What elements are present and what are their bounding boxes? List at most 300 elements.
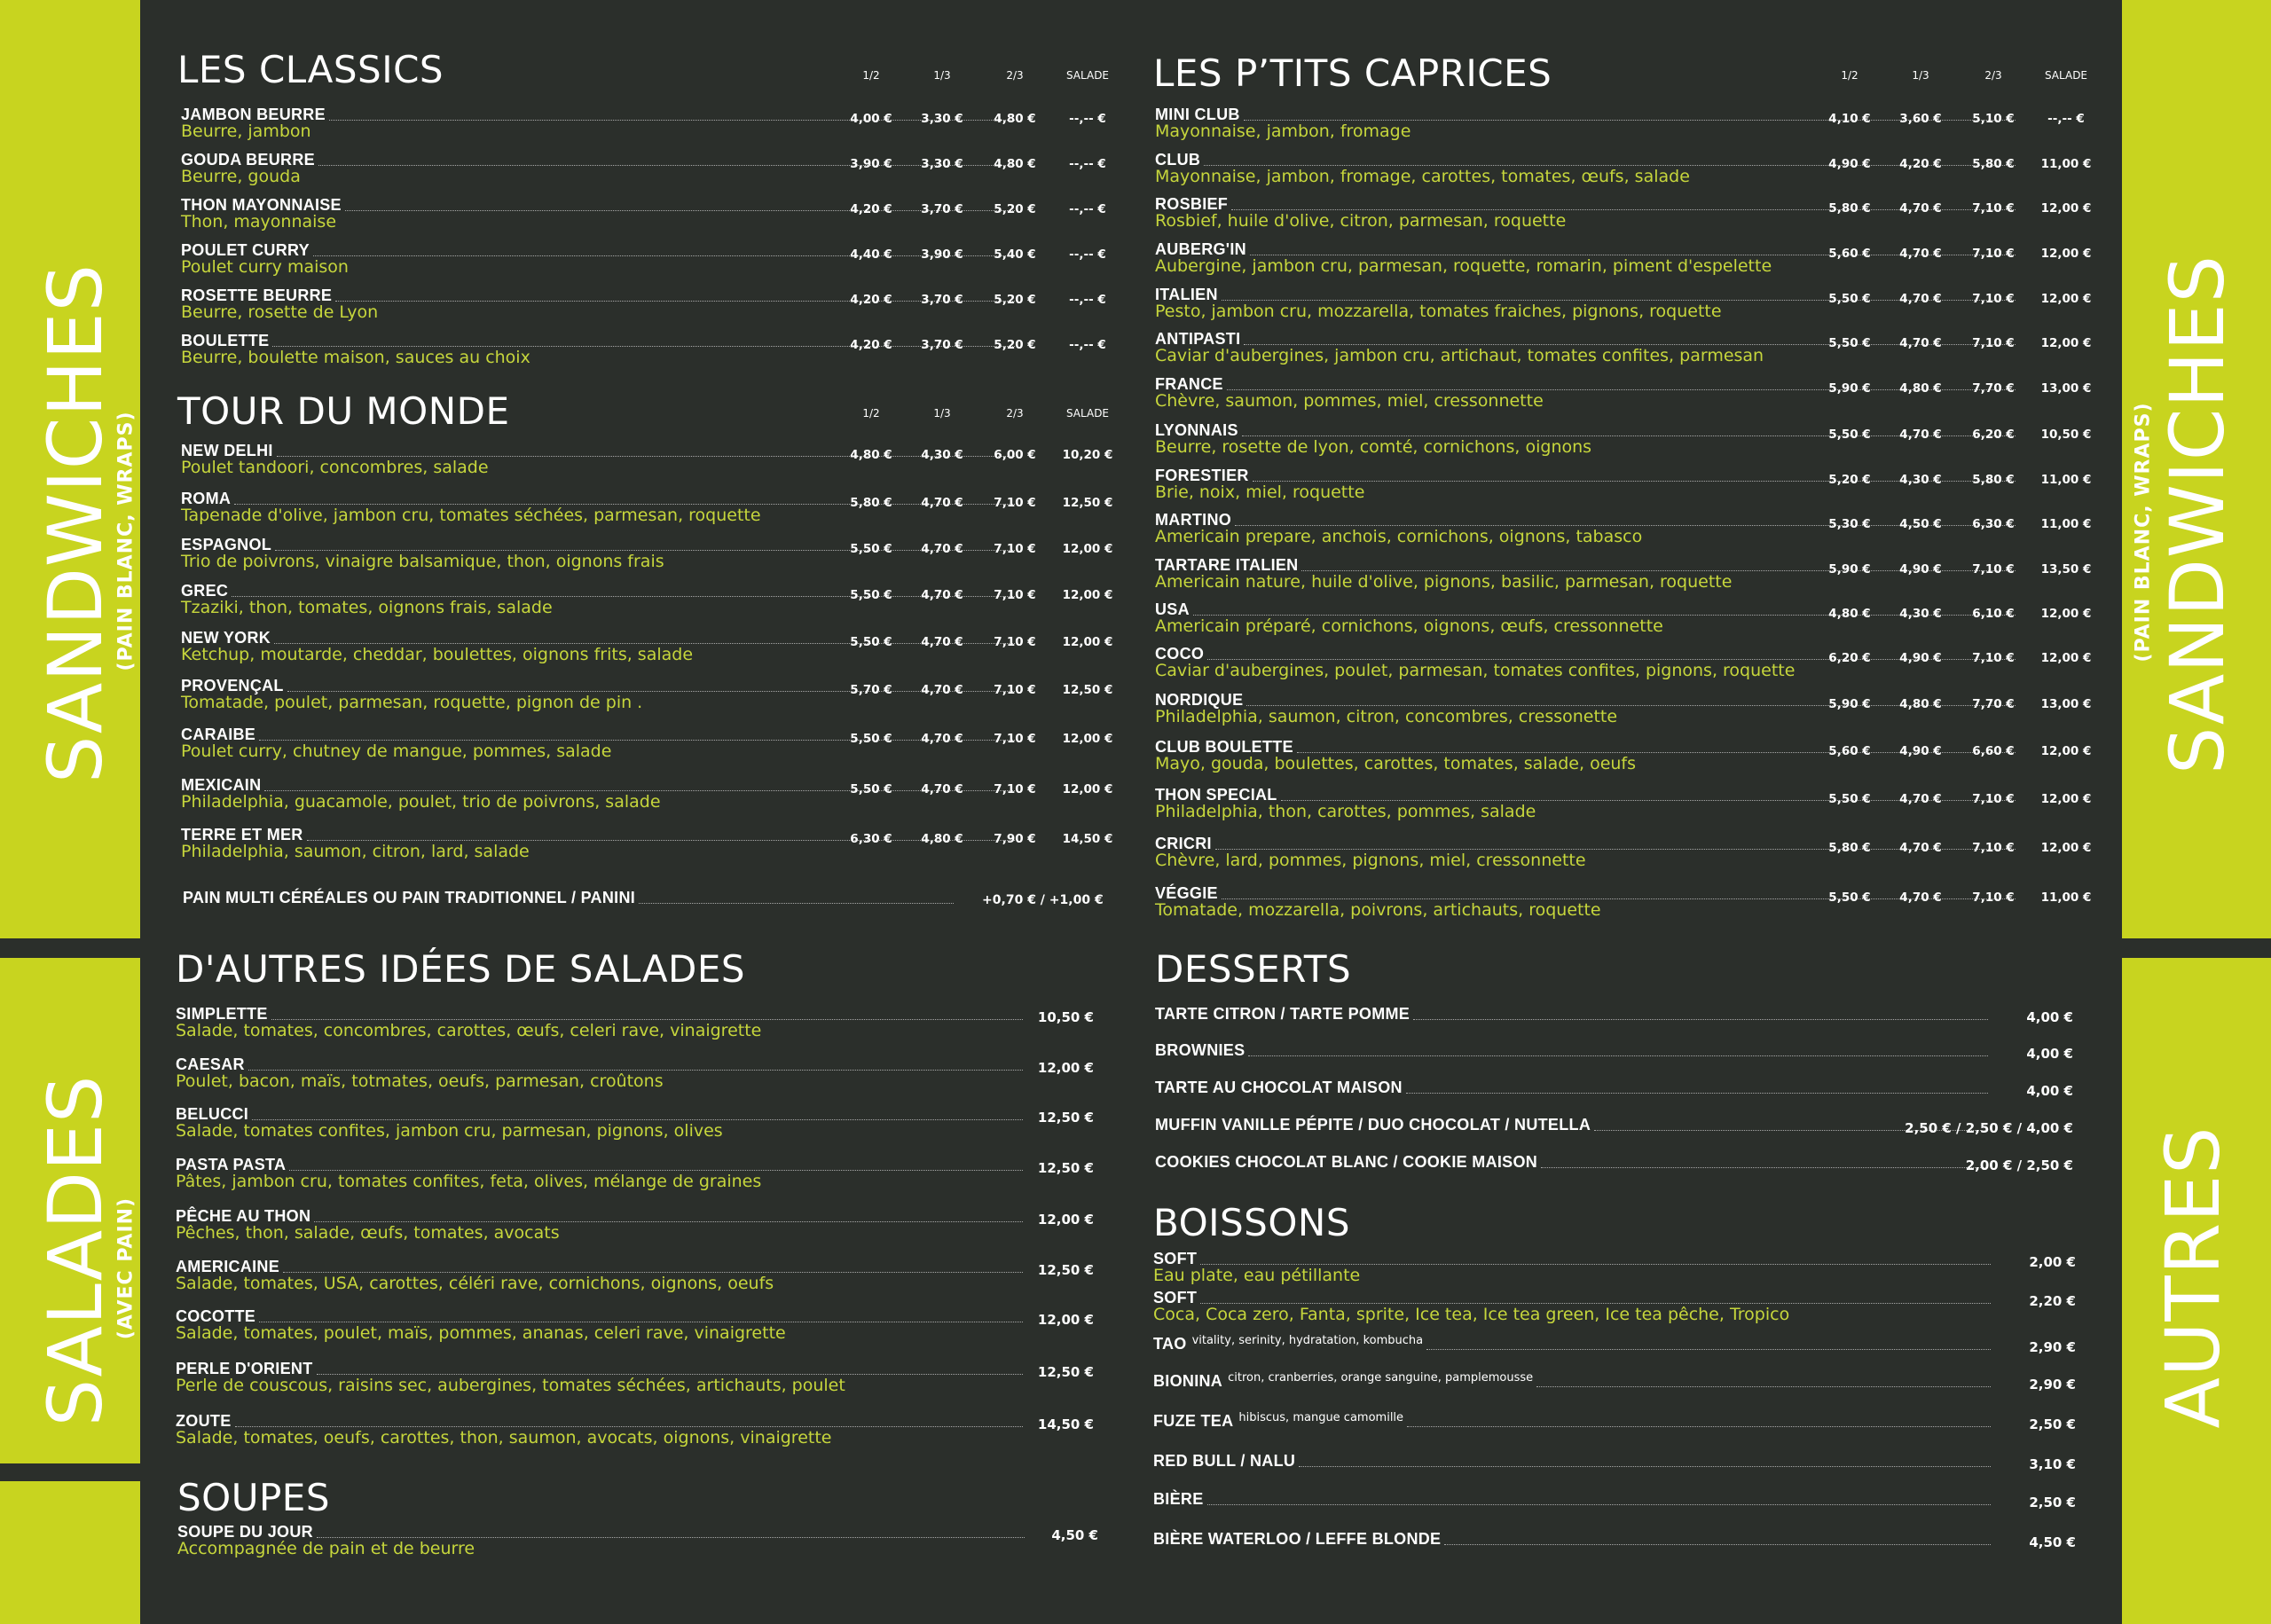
- item-name: TARTARE ITALIEN: [1155, 556, 1299, 574]
- item-price: 12,50 €: [1037, 1364, 1094, 1380]
- item-note: vitality, serinity, hydratation, kombucha: [1191, 1334, 1424, 1347]
- left-band-sandwiches: [0, 0, 140, 938]
- band-title: SANDWICHES: [2154, 255, 2241, 774]
- item-name: AMERICAINE: [176, 1258, 280, 1275]
- left-band-bottom: [0, 1481, 140, 1624]
- item-name: MEXICAIN: [181, 776, 262, 794]
- menu-item: [181, 197, 1118, 231]
- item-description: Mayo, gouda, boulettes, carottes, tomates, salade, oeufs: [1155, 754, 1637, 773]
- item-price: 4,70 €: [1899, 428, 1942, 442]
- item-price: 3,30 €: [921, 157, 963, 171]
- item-price: 4,50 €: [2029, 1534, 2076, 1550]
- item-price: 2,50 €: [2029, 1495, 2076, 1510]
- item-price: 12,00 €: [2040, 651, 2092, 665]
- item-price: 4,30 €: [1899, 473, 1942, 487]
- item-price: 5,80 €: [1828, 841, 1871, 855]
- item-name: VÉGGIE: [1155, 884, 1218, 902]
- item-price: 3,30 €: [921, 112, 963, 126]
- menu-item: [1155, 196, 2094, 230]
- menu-item: [1155, 422, 2094, 456]
- item-price: 7,10 €: [994, 782, 1036, 796]
- leader-dots: [1444, 1544, 1991, 1545]
- item-name: AUBERG'IN: [1155, 240, 1246, 258]
- item-price: 7,90 €: [994, 832, 1036, 846]
- item-price: 7,10 €: [1972, 890, 2015, 905]
- menu-item: [181, 630, 1118, 663]
- menu-item: [181, 333, 1118, 366]
- item-price: 2,90 €: [2029, 1377, 2076, 1393]
- item-row: [1155, 1042, 2073, 1060]
- menu-item: [1155, 286, 2094, 320]
- item-price: --,-- €: [2047, 112, 2085, 126]
- item-price: 2,00 €: [2029, 1254, 2076, 1270]
- item-price: 3,70 €: [921, 338, 963, 352]
- item-price: 4,00 €: [2026, 1083, 2073, 1099]
- menu-item: [1155, 601, 2094, 635]
- column-header: 1/2: [862, 407, 880, 420]
- item-price: 4,90 €: [1899, 562, 1942, 577]
- item-price: 12,00 €: [2040, 841, 2092, 855]
- menu-item: [176, 1056, 1094, 1090]
- item-description: Pâtes, jambon cru, tomates confites, feta, olives, mélange de graines: [176, 1172, 762, 1191]
- item-price: 12,00 €: [1037, 1312, 1094, 1328]
- item-row: [1155, 1154, 2073, 1172]
- band-title: SANDWICHES: [32, 263, 119, 783]
- item-price: 12,00 €: [1062, 782, 1113, 796]
- menu-item: [1155, 787, 2094, 820]
- menu-item: [1155, 739, 2094, 773]
- item-price: 7,10 €: [1972, 336, 2015, 350]
- menu-item: [176, 1208, 1094, 1242]
- item-description: Beurre, gouda: [181, 167, 301, 186]
- item-price: 12,00 €: [2040, 247, 2092, 261]
- item-price: 4,70 €: [1899, 292, 1942, 306]
- item-price: 12,00 €: [1037, 1212, 1094, 1228]
- menu-item: [1153, 1336, 2076, 1353]
- item-price: --,-- €: [1069, 157, 1106, 171]
- item-description: Aubergine, jambon cru, parmesan, roquette, romarin, piment d'espelette: [1155, 256, 1772, 276]
- item-name: THON SPECIAL: [1155, 786, 1277, 804]
- item-price: 7,10 €: [1972, 247, 2015, 261]
- section-title: TOUR DU MONDE: [177, 389, 510, 433]
- item-name: ROMA: [181, 490, 232, 507]
- item-price: 12,00 €: [1062, 542, 1113, 556]
- item-price: 3,90 €: [921, 247, 963, 262]
- menu-item: [181, 827, 1118, 860]
- item-description: Americain nature, huile d'olive, pignons, basilic, parmesan, roquette: [1155, 572, 1733, 592]
- item-price: 3,70 €: [921, 202, 963, 216]
- menu-item: [1153, 1453, 2076, 1471]
- item-name: ANTIPASTI: [1155, 330, 1241, 348]
- item-name: FUZE TEA: [1153, 1412, 1234, 1430]
- item-row: [1155, 1079, 2073, 1097]
- band-subtitle: (AVEC PAIN): [114, 1196, 138, 1340]
- item-name: ROSETTE BEURRE: [181, 286, 333, 304]
- menu-item: [1155, 1042, 2073, 1060]
- item-price: 13,00 €: [2040, 697, 2092, 711]
- item-name: LYONNAIS: [1155, 421, 1238, 439]
- item-price: 4,20 €: [850, 338, 892, 352]
- leader-dots: [317, 1537, 1025, 1538]
- item-price: 5,50 €: [1828, 336, 1871, 350]
- item-price: 7,10 €: [994, 732, 1036, 746]
- section-title: DESSERTS: [1155, 947, 1352, 991]
- menu-item: [181, 537, 1118, 570]
- item-description: Chèvre, lard, pommes, pignons, miel, cressonnette: [1155, 851, 1586, 870]
- menu-item: [1155, 106, 2094, 140]
- right-band-autres: [2122, 958, 2271, 1624]
- item-price: 4,70 €: [1899, 841, 1942, 855]
- item-name: CLUB: [1155, 151, 1201, 169]
- item-name: MUFFIN VANILLE PÉPITE / DUO CHOCOLAT / NUTELLA: [1155, 1116, 1591, 1134]
- item-price: 5,50 €: [850, 635, 892, 649]
- item-price: 7,10 €: [1972, 562, 2015, 577]
- item-description: Mayonnaise, jambon, fromage: [1155, 122, 1411, 141]
- item-price: 5,90 €: [1828, 381, 1871, 396]
- column-header: 1/3: [1912, 69, 1929, 82]
- item-price: 5,50 €: [1828, 890, 1871, 905]
- leader-dots: [1541, 1167, 1988, 1168]
- item-row: [1155, 1006, 2073, 1024]
- item-price: 7,10 €: [994, 496, 1036, 510]
- bread-option-row: [183, 890, 1118, 907]
- item-row: [1153, 1491, 2076, 1509]
- menu-item: [1155, 467, 2094, 501]
- section-classics: [177, 48, 1118, 371]
- item-price: 13,00 €: [2040, 381, 2092, 396]
- menu-item: [181, 152, 1118, 185]
- item-description: Caviar d'aubergines, poulet, parmesan, tomates confites, pignons, roquette: [1155, 661, 1796, 680]
- section-title: D'AUTRES IDÉES DE SALADES: [176, 947, 746, 991]
- item-price: 6,20 €: [1972, 428, 2015, 442]
- item-price: 4,30 €: [921, 448, 963, 462]
- leader-dots: [1200, 1264, 1991, 1265]
- item-name: THON MAYONNAISE: [181, 196, 342, 214]
- item-description: Tapenade d'olive, jambon cru, tomates séchées, parmesan, roquette: [181, 506, 761, 525]
- item-name: MINI CLUB: [1155, 106, 1240, 123]
- item-price: 5,90 €: [1828, 562, 1871, 577]
- item-description: Poulet tandoori, concombres, salade: [181, 458, 489, 477]
- item-price: 12,00 €: [2040, 292, 2092, 306]
- item-price: 5,50 €: [850, 588, 892, 602]
- item-description: Philadelphia, saumon, citron, lard, salade: [181, 842, 530, 861]
- item-name: PERLE D'ORIENT: [176, 1360, 313, 1377]
- item-name: BIONINA: [1153, 1372, 1223, 1390]
- menu-item: [1153, 1531, 2076, 1549]
- menu-item: [177, 1524, 1096, 1557]
- item-description: Coca, Coca zero, Fanta, sprite, Ice tea, Ice tea green, Ice tea pêche, Tropico: [1153, 1305, 1790, 1324]
- item-name: CRICRI: [1155, 835, 1212, 852]
- item-name: CAESAR: [176, 1055, 245, 1073]
- item-price: 5,10 €: [1972, 112, 2015, 126]
- item-name: PASTA PASTA: [176, 1156, 287, 1173]
- leader-dots: [1536, 1386, 1991, 1387]
- leader-dots: [317, 1374, 1024, 1375]
- item-name: RED BULL / NALU: [1153, 1452, 1296, 1470]
- item-description: Philadelphia, thon, carottes, pommes, salade: [1155, 802, 1536, 821]
- item-name: ITALIEN: [1155, 286, 1218, 303]
- item-price: 5,30 €: [1828, 517, 1871, 531]
- item-name: SOFT: [1153, 1250, 1198, 1267]
- item-price: 2,50 € / 2,50 € / 4,00 €: [1905, 1120, 2073, 1136]
- item-price: 3,60 €: [1899, 112, 1942, 126]
- item-description: Pêches, thon, salade, œufs, tomates, avocats: [176, 1223, 560, 1243]
- item-description: Trio de poivrons, vinaigre balsamique, thon, oignons frais: [181, 552, 664, 571]
- item-name: GREC: [181, 582, 229, 600]
- item-price: 12,50 €: [1062, 683, 1113, 697]
- menu-item: [1153, 1413, 2076, 1431]
- item-price: 4,10 €: [1828, 112, 1871, 126]
- item-price: 4,80 €: [850, 448, 892, 462]
- item-price: 12,50 €: [1037, 1262, 1094, 1278]
- item-price: 5,40 €: [994, 247, 1036, 262]
- item-price: 5,20 €: [994, 293, 1036, 307]
- item-price: 7,10 €: [994, 588, 1036, 602]
- item-name: CLUB BOULETTE: [1155, 738, 1293, 756]
- menu-item: [1155, 512, 2094, 545]
- item-price: 5,60 €: [1828, 247, 1871, 261]
- column-header: 1/3: [933, 69, 951, 82]
- item-price: 6,30 €: [850, 832, 892, 846]
- item-price: 12,00 €: [2040, 607, 2092, 621]
- menu-item: [1155, 152, 2094, 185]
- item-description: Eau plate, eau pétillante: [1153, 1266, 1361, 1285]
- item-description: Tzaziki, thon, tomates, oignons frais, salade: [181, 598, 553, 617]
- item-name: MARTINO: [1155, 511, 1232, 529]
- item-price: 6,20 €: [1828, 651, 1871, 665]
- item-name: SOUPE DU JOUR: [177, 1523, 313, 1541]
- item-price: 7,70 €: [1972, 381, 2015, 396]
- menu-item: [176, 1259, 1094, 1292]
- item-price: 4,70 €: [1899, 792, 1942, 806]
- section-ptits-caprices: [1153, 51, 2094, 933]
- item-price: --,-- €: [1069, 338, 1106, 352]
- section-title: LES CLASSICS: [177, 48, 444, 91]
- item-description: Beurre, rosette de Lyon: [181, 302, 379, 322]
- leader-dots: [271, 1019, 1023, 1020]
- menu-item: [181, 242, 1118, 276]
- item-name: ZOUTE: [176, 1412, 232, 1430]
- item-price: 13,50 €: [2040, 562, 2092, 577]
- item-price: 4,30 €: [1899, 607, 1942, 621]
- item-name: BIÈRE: [1153, 1490, 1204, 1508]
- item-description: Rosbief, huile d'olive, citron, parmesan, roquette: [1155, 211, 1567, 231]
- item-price: 11,00 €: [2040, 473, 2092, 487]
- item-price: 4,70 €: [921, 732, 963, 746]
- section-title: BOISSONS: [1153, 1201, 1350, 1244]
- item-price: 5,20 €: [1828, 473, 1871, 487]
- item-price: 5,50 €: [1828, 792, 1871, 806]
- item-row: [1153, 1453, 2076, 1471]
- item-price: 5,80 €: [1972, 473, 2015, 487]
- item-price: 2,20 €: [2029, 1293, 2076, 1309]
- item-description: Mayonnaise, jambon, fromage, carottes, tomates, œufs, salade: [1155, 167, 1690, 186]
- item-row: [1153, 1336, 2076, 1353]
- leader-dots: [1248, 1055, 1988, 1056]
- item-price: 5,90 €: [1828, 697, 1871, 711]
- menu-item: [1153, 1290, 2076, 1323]
- item-price: 12,00 €: [1062, 588, 1113, 602]
- menu-item: [181, 443, 1118, 476]
- item-name: PAIN MULTI CÉRÉALES OU PAIN TRADITIONNEL / PANINI: [183, 889, 636, 906]
- item-row: [1153, 1413, 2076, 1431]
- item-price: 5,80 €: [1972, 157, 2015, 171]
- item-price: 6,30 €: [1972, 517, 2015, 531]
- item-name: TARTE AU CHOCOLAT MAISON: [1155, 1079, 1403, 1096]
- item-name: NEW YORK: [181, 629, 271, 647]
- menu-item: [1155, 646, 2094, 679]
- item-price: 7,10 €: [1972, 292, 2015, 306]
- item-description: Tomatade, mozzarella, poivrons, artichauts, roquette: [1155, 900, 1601, 920]
- item-price: 11,00 €: [2040, 517, 2092, 531]
- item-description: Poulet curry, chutney de mangue, pommes, salade: [181, 741, 612, 761]
- item-price: 12,50 €: [1062, 496, 1113, 510]
- band-title: AUTRES: [2149, 1126, 2236, 1429]
- item-price: 5,80 €: [850, 496, 892, 510]
- item-price: 4,20 €: [850, 202, 892, 216]
- leader-dots: [1406, 1093, 1988, 1094]
- leader-dots: [1426, 1349, 1991, 1350]
- item-price: 4,80 €: [1899, 697, 1942, 711]
- item-name: TARTE CITRON / TARTE POMME: [1155, 1005, 1411, 1023]
- item-description: Beurre, boulette maison, sauces au choix: [181, 348, 530, 367]
- menu-item: [1153, 1373, 2076, 1391]
- menu-item: [1155, 885, 2094, 919]
- item-name: FRANCE: [1155, 375, 1223, 393]
- item-price: 6,60 €: [1972, 744, 2015, 758]
- menu-item: [181, 490, 1118, 524]
- column-header: SALADE: [1065, 69, 1110, 82]
- column-header: 2/3: [1006, 69, 1024, 82]
- item-note: hibiscus, mangue camomille: [1238, 1411, 1404, 1424]
- section-title: SOUPES: [177, 1476, 330, 1519]
- item-price: 4,70 €: [921, 496, 963, 510]
- column-header: 1/2: [862, 69, 880, 82]
- item-description: Poulet curry maison: [181, 257, 349, 277]
- item-price: 4,80 €: [921, 832, 963, 846]
- item-note: citron, cranberries, orange sanguine, pamplemousse: [1228, 1371, 1534, 1385]
- item-price: 7,10 €: [994, 635, 1036, 649]
- item-price: 4,70 €: [1899, 201, 1942, 216]
- band-subtitle: (PAIN BLANC, WRAPS): [2132, 402, 2155, 663]
- item-price: 4,90 €: [1828, 157, 1871, 171]
- item-description: Philadelphia, guacamole, poulet, trio de poivrons, salade: [181, 792, 661, 812]
- item-price: 14,50 €: [1037, 1416, 1094, 1432]
- menu-item: [1155, 376, 2094, 410]
- item-description: Americain prepare, anchois, cornichons, oignons, tabasco: [1155, 527, 1643, 546]
- item-name: SOFT: [1153, 1289, 1198, 1306]
- item-name: GOUDA BEURRE: [181, 151, 315, 169]
- item-price: 5,20 €: [994, 202, 1036, 216]
- item-price: 4,70 €: [921, 635, 963, 649]
- item-price: 2,90 €: [2029, 1339, 2076, 1355]
- item-price: 5,50 €: [850, 732, 892, 746]
- item-name: POULET CURRY: [181, 241, 310, 259]
- item-price: 10,50 €: [1037, 1009, 1094, 1025]
- item-price: 5,80 €: [1828, 201, 1871, 216]
- item-name: NORDIQUE: [1155, 691, 1244, 709]
- item-price: 12,00 €: [1037, 1060, 1094, 1076]
- menu-item: [1155, 1154, 2073, 1172]
- item-price: --,-- €: [1069, 293, 1106, 307]
- item-price: 5,60 €: [1828, 744, 1871, 758]
- item-description: Perle de couscous, raisins sec, aubergines, tomates séchées, artichauts, poulet: [176, 1376, 845, 1395]
- menu-item: [181, 726, 1118, 760]
- item-name: BIÈRE WATERLOO / LEFFE BLONDE: [1153, 1530, 1442, 1548]
- item-price: 4,90 €: [1899, 651, 1942, 665]
- item-price: --,-- €: [1069, 112, 1106, 126]
- menu-item: [1155, 1006, 2073, 1024]
- menu-item: [181, 678, 1118, 711]
- item-price: 4,70 €: [921, 782, 963, 796]
- menu-item: [1155, 692, 2094, 726]
- leader-dots: [235, 1426, 1024, 1427]
- item-price: 5,50 €: [1828, 428, 1871, 442]
- item-name: NEW DELHI: [181, 442, 273, 459]
- section-desserts: [1155, 947, 2073, 1181]
- item-price: 7,10 €: [1972, 792, 2015, 806]
- menu-item: [181, 106, 1118, 140]
- menu-item: [1155, 557, 2094, 591]
- menu-item: [1153, 1251, 2076, 1284]
- menu-item: [1153, 1491, 2076, 1509]
- item-price: --,-- €: [1069, 202, 1106, 216]
- item-price: 7,10 €: [1972, 651, 2015, 665]
- leader-dots: [1407, 1426, 1991, 1427]
- section-boissons: [1153, 1201, 2076, 1577]
- item-description: Thon, mayonnaise: [181, 212, 337, 231]
- item-row: [1153, 1531, 2076, 1549]
- item-description: Accompagnée de pain et de beurre: [177, 1539, 475, 1558]
- menu-item: [176, 1157, 1094, 1190]
- leader-dots: [639, 903, 954, 904]
- item-description: Salade, tomates, oeufs, carottes, thon, saumon, avocats, oignons, vinaigrette: [176, 1428, 832, 1447]
- item-name: TERRE ET MER: [181, 826, 303, 843]
- item-price: 6,10 €: [1972, 607, 2015, 621]
- menu-item: [176, 1413, 1094, 1447]
- item-name: PROVENÇAL: [181, 677, 284, 694]
- item-price: 3,70 €: [921, 293, 963, 307]
- item-price: 4,70 €: [1899, 336, 1942, 350]
- item-price: 4,80 €: [994, 157, 1036, 171]
- item-price: 6,00 €: [994, 448, 1036, 462]
- column-header: 1/3: [933, 407, 951, 420]
- item-price: 12,00 €: [2040, 201, 2092, 216]
- right-band-sandwiches: [2122, 0, 2271, 938]
- item-price: 7,10 €: [994, 542, 1036, 556]
- item-price: 4,20 €: [1899, 157, 1942, 171]
- menu-item: [176, 1361, 1094, 1394]
- section-soupes: [177, 1476, 1098, 1568]
- item-price: --,-- €: [1069, 247, 1106, 262]
- item-price: 10,20 €: [1062, 448, 1113, 462]
- menu-item: [1155, 241, 2094, 275]
- item-description: Brie, noix, miel, roquette: [1155, 482, 1365, 502]
- item-name: COOKIES CHOCOLAT BLANC / COOKIE MAISON: [1155, 1153, 1538, 1171]
- section-title: LES P’TITS CAPRICES: [1153, 51, 1552, 95]
- menu-item: [1155, 331, 2094, 365]
- column-header: SALADE: [1065, 407, 1110, 420]
- item-price: 12,00 €: [2040, 336, 2092, 350]
- item-price: 4,00 €: [2026, 1009, 2073, 1025]
- leader-dots: [1207, 1504, 1991, 1505]
- menu-item: [181, 583, 1118, 616]
- leader-dots: [252, 1119, 1023, 1120]
- item-name: ROSBIEF: [1155, 195, 1229, 213]
- item-description: Salade, tomates, USA, carottes, céléri rave, cornichons, oignons, oeufs: [176, 1274, 774, 1293]
- item-price: 4,80 €: [1828, 607, 1871, 621]
- item-name: BROWNIES: [1155, 1041, 1246, 1059]
